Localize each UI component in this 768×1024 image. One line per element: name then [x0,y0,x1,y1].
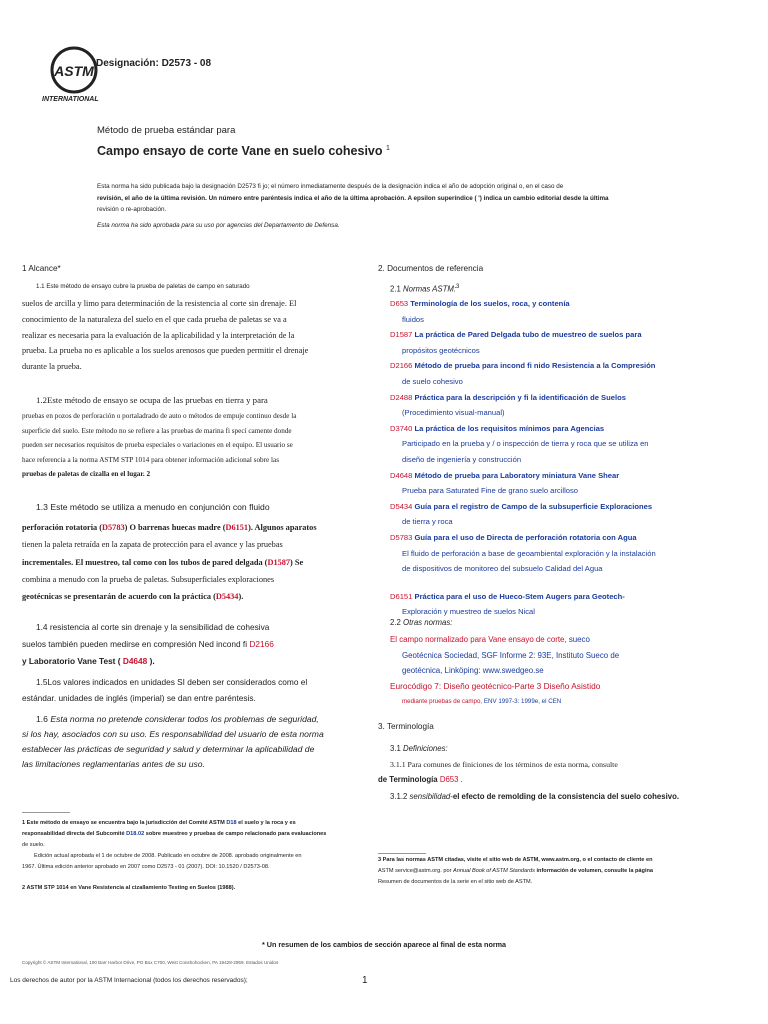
ref-code-link[interactable]: D1587 [390,330,413,340]
text-line: (Procedimiento visual-manual) [402,408,505,418]
section-number: 2.1 [390,284,401,294]
section-number: 2.2 [390,618,401,627]
title-text: Campo ensayo de corte Vane en suelo cohesivo [97,144,383,158]
text-line: El fluido de perforación a base de geoambiental exploración y la instalación [402,548,656,558]
ref-title: Guía para el uso de Directa de perforación rotatoria con Agua [414,532,637,542]
ref-link-d5434[interactable]: D5434 [215,592,239,602]
text-line: Exploración y muestreo de suelos Nical [402,607,535,617]
text-line: prueba. La prueba no es aplicable a los suelos arenosos que pueden permitir el drenaje [22,346,309,356]
text-line: 3 Para las normas ASTM citadas, visite el sitio web de ASTM, www.astm.org, o el contacto de cliente en [378,857,653,863]
text-line: tienen la paleta retraída en la zapata de protección para el avance y las pruebas [22,540,283,550]
reference-item [390,358,760,389]
text-line: fluidos [402,314,424,324]
text-run: sueco [568,635,590,644]
text-line [390,296,760,312]
ref-code-link[interactable]: D5783 [390,532,413,542]
text-line[interactable]: geotécnica, Linköping: www.swedgeo.se [402,666,544,675]
text-run: ). [238,592,244,602]
text-line: pruebas en pozos de perforación o portaladrado de auto o métodos de empuje continuo desde la [22,412,297,420]
reference-item [390,499,760,530]
ref-code-link[interactable]: D2488 [390,392,413,402]
term-definition: el efecto de remolding de la consistencia del suelo cohesivo. [452,792,680,801]
text-line [378,866,748,877]
ref-code-link[interactable]: D653 [390,299,409,308]
para-1-6 [22,712,362,772]
text-line [390,468,760,484]
copyright: Copyright © ASTM International, 100 Barr Harbor Drive, PO Box C700, West Conshohocken, PA 19428-2959. Estados Unidos [22,960,279,965]
text-line: Geotécnica Sociedad, SGF Informe 2: 93E, Instituto Sueco de [402,650,620,660]
ref-title: Método de prueba para incond fi nido Resistencia a la Compresión [414,361,656,371]
text-line [22,636,362,653]
text-line [390,694,760,710]
section-label: Otras normas: [403,618,453,627]
text-line: diseño de ingeniería y construcción [402,454,522,464]
footnote-2: 2 ASTM STP 1014 en Vane Resistencia al cizallamiento Testing en Suelos (1988). [22,885,236,891]
text-run: suelos también pueden medirse en compresión Ned incond fi [22,639,248,649]
text-run: El campo normalizado para Vane ensayo de corte, [390,635,567,644]
para-1-3-first: 1.3 Este método se utiliza a menudo en conjunción con fluido [36,502,270,512]
para-3-1-1-cont [378,773,748,788]
text-line: suelos de arcilla y limo para determinación de la resistencia al corte sin drenaje. El [22,299,297,308]
section-label: Definiciones: [403,744,448,753]
text-run: y Laboratorio Vane Test ( [22,656,121,666]
logo-caption: INTERNATIONAL [42,96,99,103]
text-line: 1967. Última edición anterior aprobado en 2007 como D2573 - 01 (2007). DOI: 10.1520 / D2573-08. [22,864,270,870]
title-superscript: 1 [386,144,390,152]
text-line [390,327,760,343]
reference-item [390,390,760,421]
document-title [97,144,390,158]
para-1-5-first: 1.5Los valores indicados en unidades SI deben ser considerados como el [36,677,308,687]
ref-link-d5783[interactable]: D5783 [102,523,125,532]
text-run: ) Se [290,557,304,567]
para-1-1 [22,296,362,375]
ref-link-d6151[interactable]: D6151 [225,523,249,532]
text-run: ). [149,656,155,666]
intro-line: Esta norma ha sido publicada bajo la designación D2573 fi jo; el número inmediatamente después de la designación indica el año de adopción original o, en el caso de [97,183,564,190]
text-line [22,829,362,840]
ref-title: Método de prueba para Laboratory miniatura Vane Shear [414,470,620,480]
text-line: conocimiento de la naturaleza del suelo en el que cada prueba de paletas se va a [22,314,287,324]
reference-list [390,296,760,620]
section-3-title: 3. Terminología [378,722,434,731]
section-number: 3.1 [390,744,401,753]
footnote-1 [22,818,362,894]
text-run: . [460,775,463,784]
ref-link-d18[interactable]: D18 [226,820,237,826]
text-line: establecer las prácticas de seguridad y salud y determinar la aplicabilidad de [22,744,315,754]
text-line: de dispositivos de monitoreo del subsuelo Calidad del Agua [402,564,603,574]
text-run: ) O barrenas huecas madre ( [124,523,226,532]
text-run: ). Algunos aparatos [248,523,317,532]
text-line: de suelo. [22,842,45,848]
text-line [22,588,362,605]
ref-code-link[interactable]: D4648 [390,470,413,480]
text-line: Participado en la prueba y / o inspección de tierra y roca que se utiliza en [402,439,649,449]
text-run: mediante pruebas de campo, [402,698,483,705]
para-1-4-cont [22,636,362,670]
text-line [22,653,362,670]
footnote-rule [378,853,426,854]
text-run: responsabilidad directa del Subcomité [22,831,125,837]
para-1-2 [22,409,362,482]
text-run: Esta norma no pretende considerar todos los problemas de seguridad, [50,714,319,724]
text-run: el suelo y la roca y es [238,820,296,826]
ref-title: Práctica para la descripción y fi la identificación de Suelos [414,392,626,402]
term-label: sensibilidad- [409,792,453,801]
footnote-rule [22,812,70,813]
text-run: ASTM service@astm.org. por [378,868,452,874]
para-1-2-first: 1.2Este método de ensayo se ocupa de las pruebas en tierra y para [36,395,268,405]
reference-item [390,296,760,327]
section-label: Normas ASTM: [403,284,457,294]
text-line: superficie del suelo. Este método no se refiere a las pruebas de marina fi specí camente donde [22,426,292,435]
para-3-1-1: 3.1.1 Para comunes de finiciones de los términos de esta norma, consulte [390,760,618,769]
text-line [390,390,760,406]
text-run: Annual Book of ASTM Standards [453,868,535,874]
section-number: 3.1.2 [390,792,408,801]
text-run: información de volumen, consulte la página [536,868,654,874]
text-run: 1 Este método de ensayo se encuentra bajo la jurisdicción del Comité ASTM [22,820,225,826]
ref-code-link[interactable]: D3740 [390,423,413,433]
text-line [390,589,760,605]
text-line: pueden ser necesarios requisitos de prueba especiales o variaciones en el equipo. El usuario se [22,441,293,449]
para-1-1-first: 1.1 Este método de ensayo cubre la prueba de paletas de campo en saturado [36,283,250,290]
summary-note: * Un resumen de los cambios de sección aparece al final de esta norma [261,940,507,949]
text-line: de suelo cohesivo [402,376,463,386]
text-line: realizar es necesaria para la evaluación de la aplicabilidad y la interpretación de la [22,330,295,340]
ref-link-d2166[interactable]: D2166 [249,639,274,649]
section-1-title: 1 Alcance* [22,264,61,273]
designation: Designación: D2573 - 08 [96,58,212,69]
ref-link-d1587[interactable]: D1587 [267,557,291,567]
ref-code-link[interactable]: D2166 [390,361,413,371]
astm-logo [42,44,112,108]
text-line: Resumen de documentos de la serie en el sitio web de ASTM. [378,879,533,885]
text-line: propósitos geotécnicos [402,345,480,355]
other-standards [390,632,760,710]
text-line [22,712,362,727]
ref-link-d4648[interactable]: D4648 [122,656,148,666]
intro-line: revisión, el año de la última revisión. Un número entre paréntesis indica el año de la última aprobación. A epsilon superíndice ( ') indica un cambio editorial desde la última [97,194,609,202]
text-line: combina a menudo con la prueba de paletas. Subsuperficiales exploraciones [22,574,275,584]
ref-code-link[interactable]: D6151 [390,591,413,601]
text-run: geotécnicas se presentarán de acuerdo con la práctica ( [22,592,216,602]
ref-title: Terminología de los suelos, roca, y contenía [410,299,570,308]
ref-link-d18-02[interactable]: D18.02 [126,831,145,837]
intro-approval: Esta norma ha sido aprobada para su uso por agencias del Departamento de Defensa. [97,222,340,229]
ref-link-d653[interactable]: D653 [439,775,459,784]
text-line [22,519,362,536]
ref-title: Guía para el registro de Campo de la subsuperficie Exploraciones [414,501,653,511]
text-line: las limitaciones reglamentarias antes de su uso. [22,759,205,769]
para-number: 1.6 [36,714,48,724]
text-line [390,421,760,437]
section-2-1-heading [390,280,760,297]
text-line [390,632,760,648]
section-2-title: 2. Documentos de referencia [378,264,484,273]
reference-item [390,327,760,358]
text-run: perforación rotatoria ( [22,523,103,532]
method-line: Método de prueba estándar para [97,125,236,136]
text-line [390,499,760,515]
text-run: sobre muestreo y pruebas de campo relacionado para evaluaciones [145,831,327,837]
footnote-ref: 3 [456,284,460,290]
text-line: pruebas de paletas de cizalla en el lugar. 2 [22,470,151,478]
text-line [22,554,362,571]
section-2-2-heading [390,616,760,631]
text-line: durante la prueba. [22,362,82,372]
para-1-3 [22,519,362,605]
para-1-5-cont: estándar. unidades de inglés (imperial) se dan entre paréntesis. [22,693,256,703]
rights-line: Los derechos de autor por la ASTM Internacional (todos los derechos reservados); [10,977,248,984]
ref-title: La práctica de los requisitos mínimos para Agencias [414,423,605,433]
text-line [390,358,760,374]
reference-item [390,468,760,499]
text-line: 1.4 resistencia al corte sin drenaje y la sensibilidad de cohesiva [36,622,270,632]
reference-item [390,530,760,577]
text-line: hace referencia a la norma ASTM STP 1014 para obtener información adicional sobre las [22,455,279,464]
ref-title: La práctica de Pared Delgada tubo de muestreo de suelos para [414,330,642,340]
intro-paragraph [97,181,669,216]
page-number: 1 [362,975,368,986]
text-line: Prueba para Saturated Fine de grano suelo arcilloso [402,486,579,496]
text-line [390,530,760,546]
text-run: ENV 1997-3: 1999e, el CEN [483,698,562,705]
text-line [22,818,362,829]
svg-text:ASTM: ASTM [54,63,94,79]
text-line: si los hay, asociados con su uso. Es responsabilidad del usuario de esta norma [22,729,324,739]
text-run: incrementales. El muestreo, tal como con los tubos de pared delgada ( [22,557,268,567]
para-1-4 [36,620,376,635]
footnote-3 [378,855,748,888]
section-3-1-heading [390,742,760,757]
text-run: de Terminología [378,775,438,784]
reference-item [390,421,760,468]
ref-code-link[interactable]: D5434 [390,501,413,511]
text-line: de tierra y roca [402,517,453,527]
ref-title: Práctica para el uso de Hueco-Stem Augers para Geotech- [414,591,625,601]
text-line: Eurocódigo 7: Diseño geotécnico-Parte 3 Diseño Asistido [390,680,601,691]
text-line: Edición actual aprobada el 1 de octubre de 2008. Publicado en octubre de 2008. aprobado originalmente en [34,853,302,859]
para-3-1-2 [390,790,760,805]
intro-line: revisión o re-aprobación. [97,206,167,214]
